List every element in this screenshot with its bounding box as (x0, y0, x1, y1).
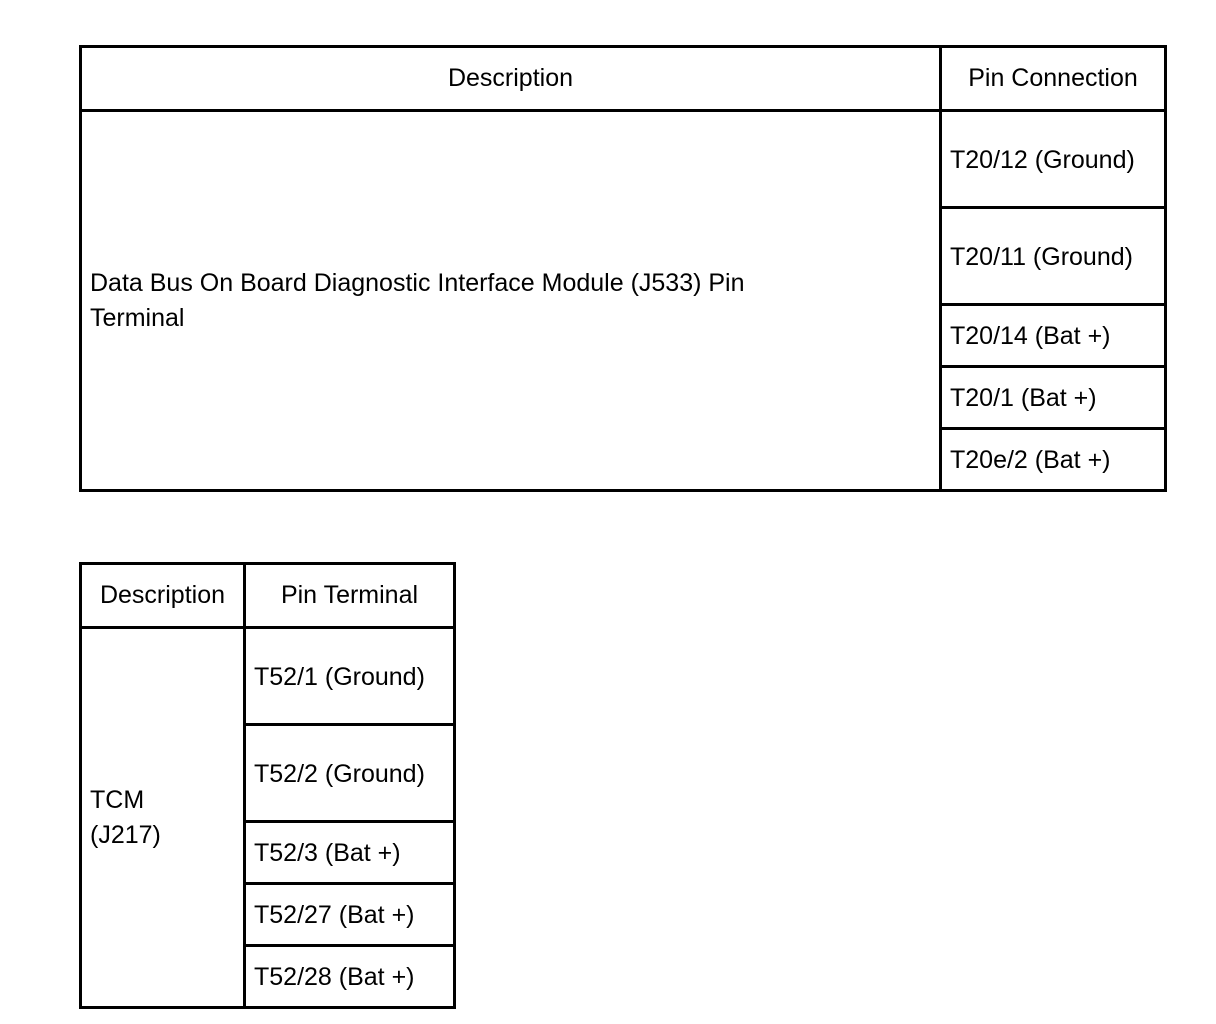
table-header-row (81, 564, 455, 628)
pin-cell: T52/2 (Ground) (245, 725, 455, 822)
tcm-pin-table (79, 562, 456, 1009)
table-row (81, 111, 1166, 208)
pin-cell: T52/27 (Bat +) (245, 884, 455, 946)
tcm-description-cell (81, 628, 245, 1008)
pin-cell: T20/1 (Bat +) (941, 367, 1166, 429)
pin-cell: T20/14 (Bat +) (941, 305, 1166, 367)
table-row (81, 628, 455, 725)
pin-cell: T20e/2 (Bat +) (941, 429, 1166, 491)
j533-description-text: Data Bus On Board Diagnostic Interface Module (J533) Pin Terminal (90, 268, 745, 332)
pin-cell: T52/1 (Ground) (245, 628, 455, 725)
description-header: Description (81, 47, 941, 111)
description-header: Description (81, 564, 245, 628)
pin-cell: T20/12 (Ground) (941, 111, 1166, 208)
pin-cell: T52/28 (Bat +) (245, 946, 455, 1008)
pin-terminal-header: Pin Terminal (245, 564, 455, 628)
table-header-row (81, 47, 1166, 111)
pin-cell: T52/3 (Bat +) (245, 822, 455, 884)
pin-connection-header: Pin Connection (941, 47, 1166, 111)
j533-description-cell (81, 111, 941, 491)
pin-cell: T20/11 (Ground) (941, 208, 1166, 305)
j533-pin-table (79, 45, 1167, 492)
tcm-description-text: TCM (J217) (90, 785, 161, 849)
